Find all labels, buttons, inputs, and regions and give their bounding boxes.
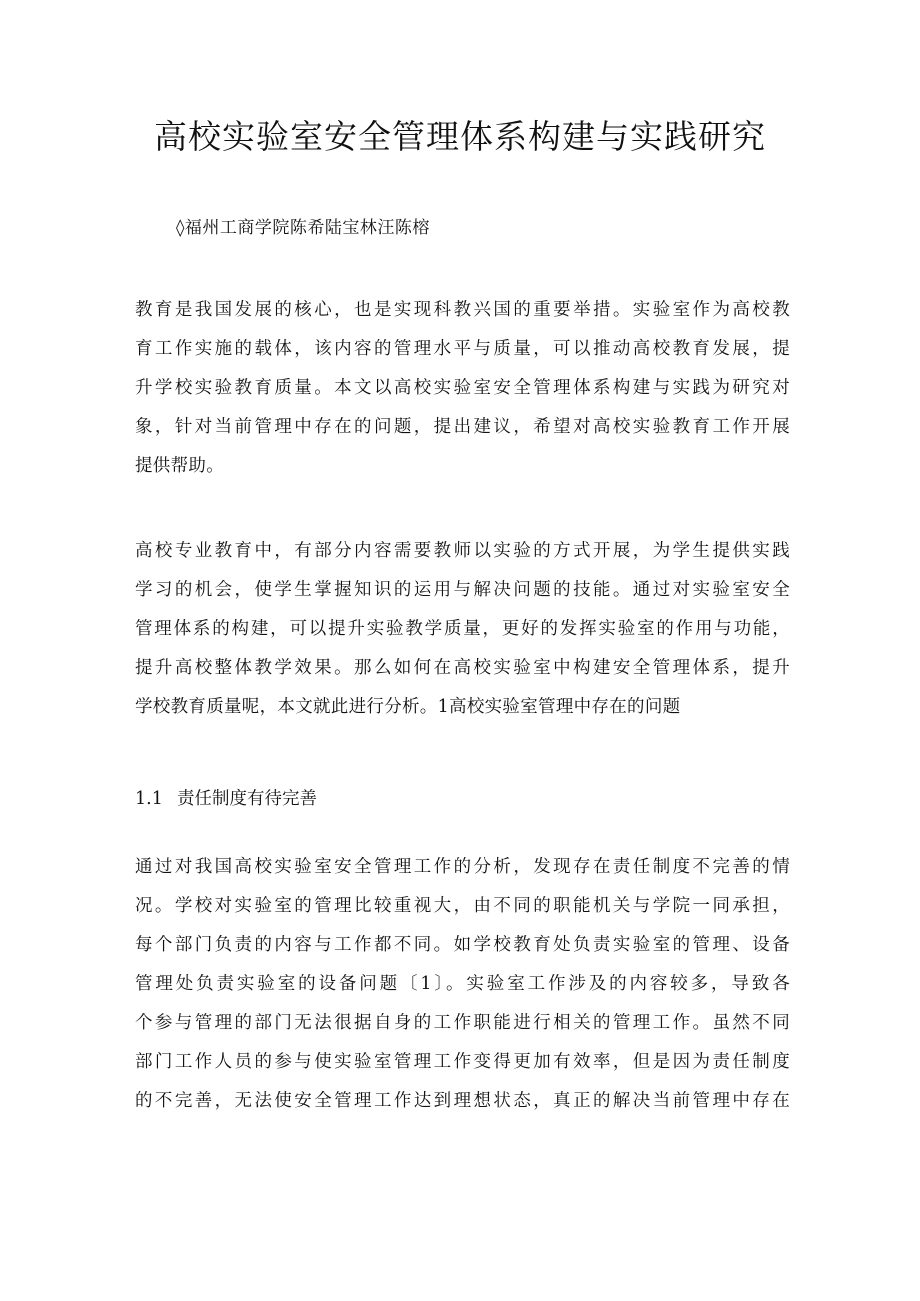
paragraph-line: 部门工作人员的参与使实验室管理工作变得更加有效率，但是因为责任制度 [135,1052,790,1072]
section-title: 责任制度有待完善 [177,789,317,809]
paragraph-line: 管理体系的构建，可以提升实验教学质量，更好的发挥实验室的作用与功能， [135,619,790,639]
paragraph-line: 提升高校整体教学效果。那么如何在高校实验室中构建安全管理体系，提升 [135,658,790,678]
paragraph-line: 高校专业教育中，有部分内容需要教师以实验的方式开展，为学生提供实践 [135,541,790,561]
paragraph-line: 提供帮助。 [135,456,224,476]
paragraph-line: 的不完善，无法使安全管理工作达到理想状态，真正的解决当前管理中存在 [135,1091,790,1111]
author-byline: ◊福州工商学院陈希陆宝林汪陈榕 [176,218,430,238]
abstract-paragraph [135,291,790,486]
paragraph-line: 每个部门负责的内容与工作都不同。如学校教育处负责实验室的管理、设备 [135,935,790,955]
paragraph-line: 通过对我国高校实验室安全管理工作的分析，发现存在责任制度不完善的情 [135,857,790,877]
intro-paragraph [135,532,790,727]
section-paragraph [135,848,790,1121]
section-heading [135,781,317,817]
document-title: 高校实验室安全管理体系构建与实践研究 [154,117,766,156]
paragraph-line: 育工作实施的载体，该内容的管理水平与质量，可以推动高校教育发展，提 [135,339,790,359]
paragraph-line: 况。学校对实验室的管理比较重视大，由不同的职能机关与学院一同承担， [135,896,790,916]
paragraph-line: 学习的机会，使学生掌握知识的运用与解决问题的技能。通过对实验室安全 [135,580,790,600]
paragraph-line: 学校教育质量呢，本文就此进行分析。1高校实验室管理中存在的问题 [135,697,681,717]
paragraph-line: 教育是我国发展的核心，也是实现科教兴国的重要举措。实验室作为高校教 [135,300,790,320]
paragraph-line: 管理处负责实验室的设备问题〔1〕。实验室工作涉及的内容较多，导致各 [135,974,790,994]
paragraph-line: 个参与管理的部门无法很据自身的工作职能进行相关的管理工作。虽然不同 [135,1013,790,1033]
section-number: 1.1 [135,789,163,809]
paragraph-line: 象，针对当前管理中存在的问题，提出建议，希望对高校实验教育工作开展 [135,417,790,437]
paragraph-line: 升学校实验教育质量。本文以高校实验室安全管理体系构建与实践为研究对 [135,378,790,398]
